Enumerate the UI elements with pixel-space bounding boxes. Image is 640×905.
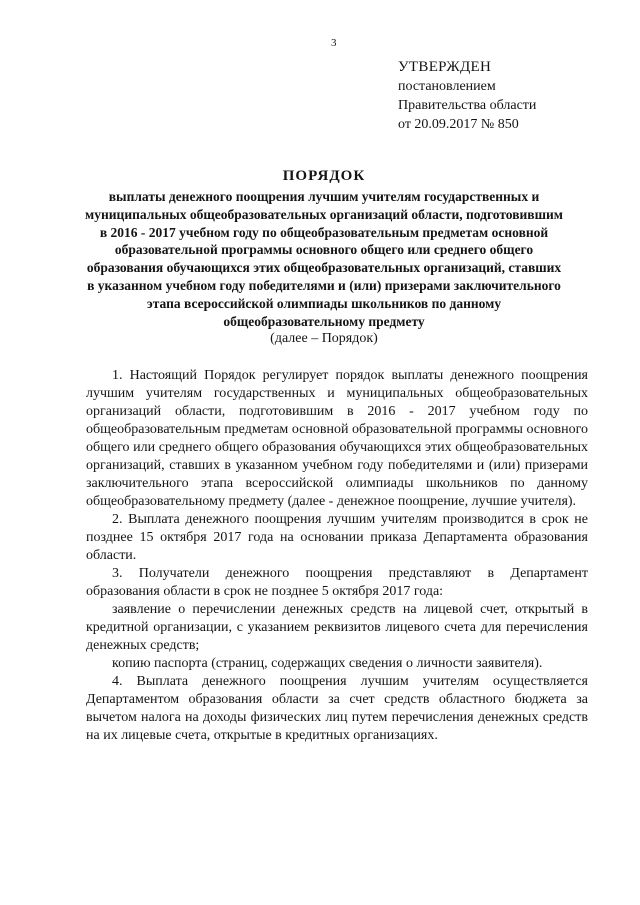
paragraph-2: 2. Выплата денежного поощрения лучшим учителям производится в срок не позднее 15 октября 2017 года на основании приказа Департамента образования области. bbox=[86, 512, 588, 563]
document-abbreviation: (далее – Порядок) bbox=[270, 331, 378, 347]
document-header bbox=[84, 167, 564, 348]
approval-stamp bbox=[398, 58, 536, 134]
document-title: ПОРЯДОК bbox=[282, 168, 366, 184]
approval-line-3: от 20.09.2017 № 850 bbox=[398, 117, 519, 132]
paragraph-3-item-passport: копию паспорта (страниц, содержащих сведения о личности заявителя). bbox=[112, 656, 543, 671]
paragraph-1: 1. Настоящий Порядок регулирует порядок выплаты денежного поощрения лучшим учителям государственных и муниципальных общеобразовательных организаций области, подготовившим в 2016 - 2017 учебном году по общеобразовательным предметам основной образовательной программы основного общего или среднего общего образования обучающихся этих общеобразовательных организаций, ставших в указанном учебном году победителями и (или) призерами заключительного этапа всероссийской олимпиады школьников по данному общеобразовательному предмету (далее - денежное поощрение, лучшие учителя). bbox=[86, 368, 588, 509]
document-body bbox=[86, 367, 588, 745]
paragraph-3: 3. Получатели денежного поощрения представляют в Департамент образования области в срок не позднее 5 октября 2017 года: bbox=[86, 566, 588, 599]
page-number: 3 bbox=[331, 37, 337, 49]
document-subtitle: выплаты денежного поощрения лучшим учителям государственных и муниципальных общеобразовательных организаций области, подготовившим в 2016 - 2017 учебном году по общеобразовательным предметам основной образовательной программы основного общего или среднего общего образования обучающихся этих общеобразовательных организаций, ставших в указанном учебном году победителями и (или) призерами заключительного этапа всероссийской олимпиады школьников по данному общеобразовательному предмету bbox=[85, 189, 563, 329]
approval-title: УТВЕРЖДЕН bbox=[398, 59, 492, 75]
paragraph-3-item-statement: заявление о перечислении денежных средств на лицевой счет, открытый в кредитной организации, с указанием реквизитов лицевого счета для перечисления денежных средств; bbox=[86, 602, 588, 653]
paragraph-4: 4. Выплата денежного поощрения лучшим учителям осуществляется Департаментом образования области за счет средств областного бюджета за вычетом налога на доходы физических лиц путем перечисления денежных средств на их лицевые счета, открытые в кредитных организациях. bbox=[86, 674, 588, 743]
approval-line-1: постановлением bbox=[398, 79, 496, 94]
approval-line-2: Правительства области bbox=[398, 98, 537, 113]
